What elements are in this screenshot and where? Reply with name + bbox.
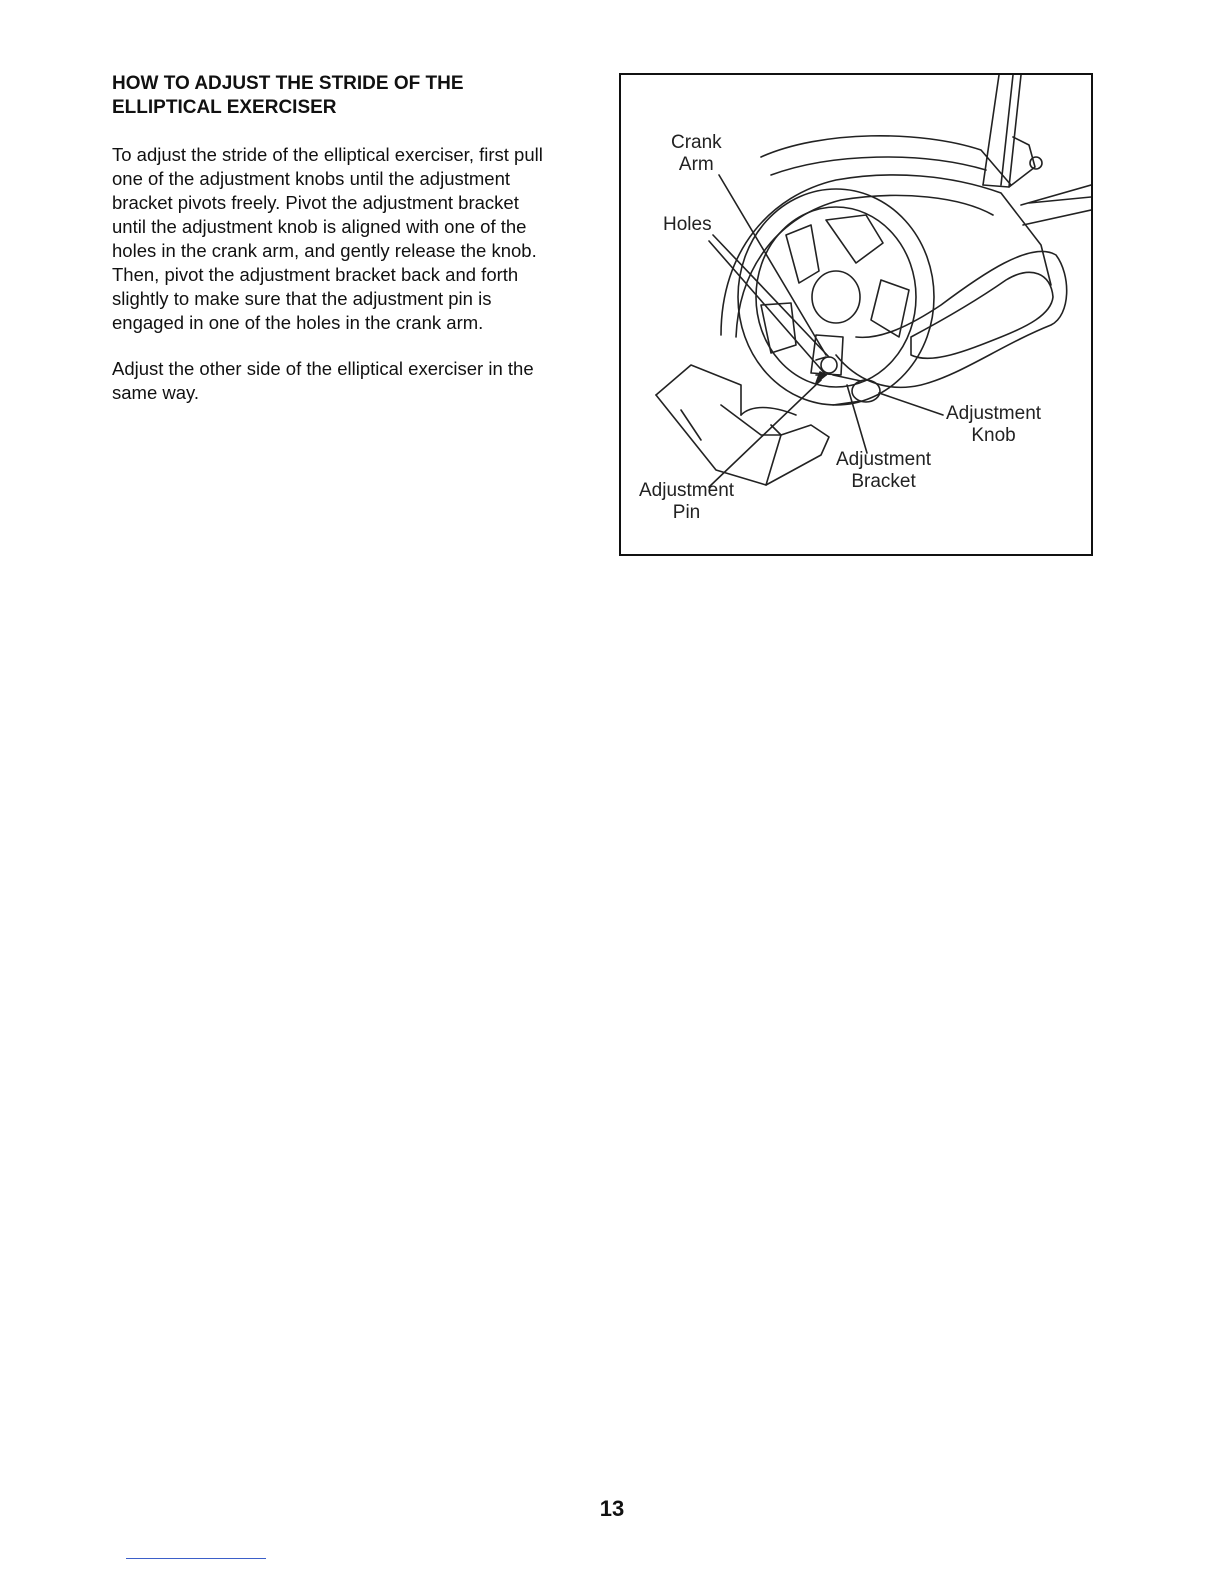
- text-line: To adjust the stride of the elliptical exerciser, first pull: [112, 144, 543, 165]
- text-line: bracket pivots freely. Pivot the adjustment bracket: [112, 192, 519, 213]
- footer-rule: [126, 1558, 266, 1559]
- flywheel: [738, 189, 934, 405]
- label-adjustment-pin: Adjustment Pin: [639, 480, 735, 523]
- elliptical-stride-diagram: [619, 73, 1093, 556]
- heading-line-2: ELLIPTICAL EXERCISER: [112, 97, 337, 118]
- flywheel-hub: [812, 271, 860, 323]
- leader-pin: [709, 380, 821, 487]
- heading-line-1: HOW TO ADJUST THE STRIDE OF THE: [112, 73, 464, 94]
- label-adjustment-bracket: Adjustment Bracket: [836, 449, 932, 492]
- housing-inner-top: [771, 157, 986, 175]
- flywheel-cutout: [871, 280, 909, 337]
- adjustment-pin: [821, 357, 837, 373]
- upright-post: [983, 75, 1021, 187]
- post-bolt: [1030, 157, 1042, 169]
- text-line: engaged in one of the holes in the crank arm.: [112, 312, 484, 333]
- leader-knob: [879, 393, 943, 415]
- adjustment-knob: [852, 380, 880, 402]
- stabilizer-left: [656, 395, 781, 485]
- other-side-paragraph: [112, 357, 592, 405]
- text-line: one of the adjustment knobs until the adjustment: [112, 168, 511, 189]
- text-line: holes in the crank arm, and gently release the knob.: [112, 240, 537, 261]
- stabilizer-edges: [681, 405, 781, 440]
- label-adjustment-knob: Adjustment Knob: [946, 403, 1042, 446]
- text-line: until the adjustment knob is aligned with one of the: [112, 216, 527, 237]
- leader-bracket: [847, 385, 867, 453]
- rear-rail: [1021, 185, 1091, 225]
- text-line: Adjust the other side of the elliptical exerciser in the: [112, 358, 534, 379]
- label-crank-arm: Crank Arm: [671, 132, 722, 175]
- stabilizer-top: [656, 365, 741, 415]
- text-line: Then, pivot the adjustment bracket back and forth: [112, 264, 519, 285]
- label-holes: Holes: [663, 214, 712, 235]
- instructions-paragraph: [112, 143, 592, 335]
- text-line: slightly to make sure that the adjustment pin is: [112, 288, 492, 309]
- section-heading: [112, 72, 582, 120]
- flywheel-cutout: [786, 225, 819, 283]
- flywheel-cutout: [761, 303, 796, 353]
- flywheel-cutout: [826, 215, 883, 263]
- housing-top: [761, 136, 1011, 185]
- page-number: 13: [599, 1496, 625, 1521]
- text-line: same way.: [112, 382, 200, 403]
- knob-shaft: [833, 375, 861, 405]
